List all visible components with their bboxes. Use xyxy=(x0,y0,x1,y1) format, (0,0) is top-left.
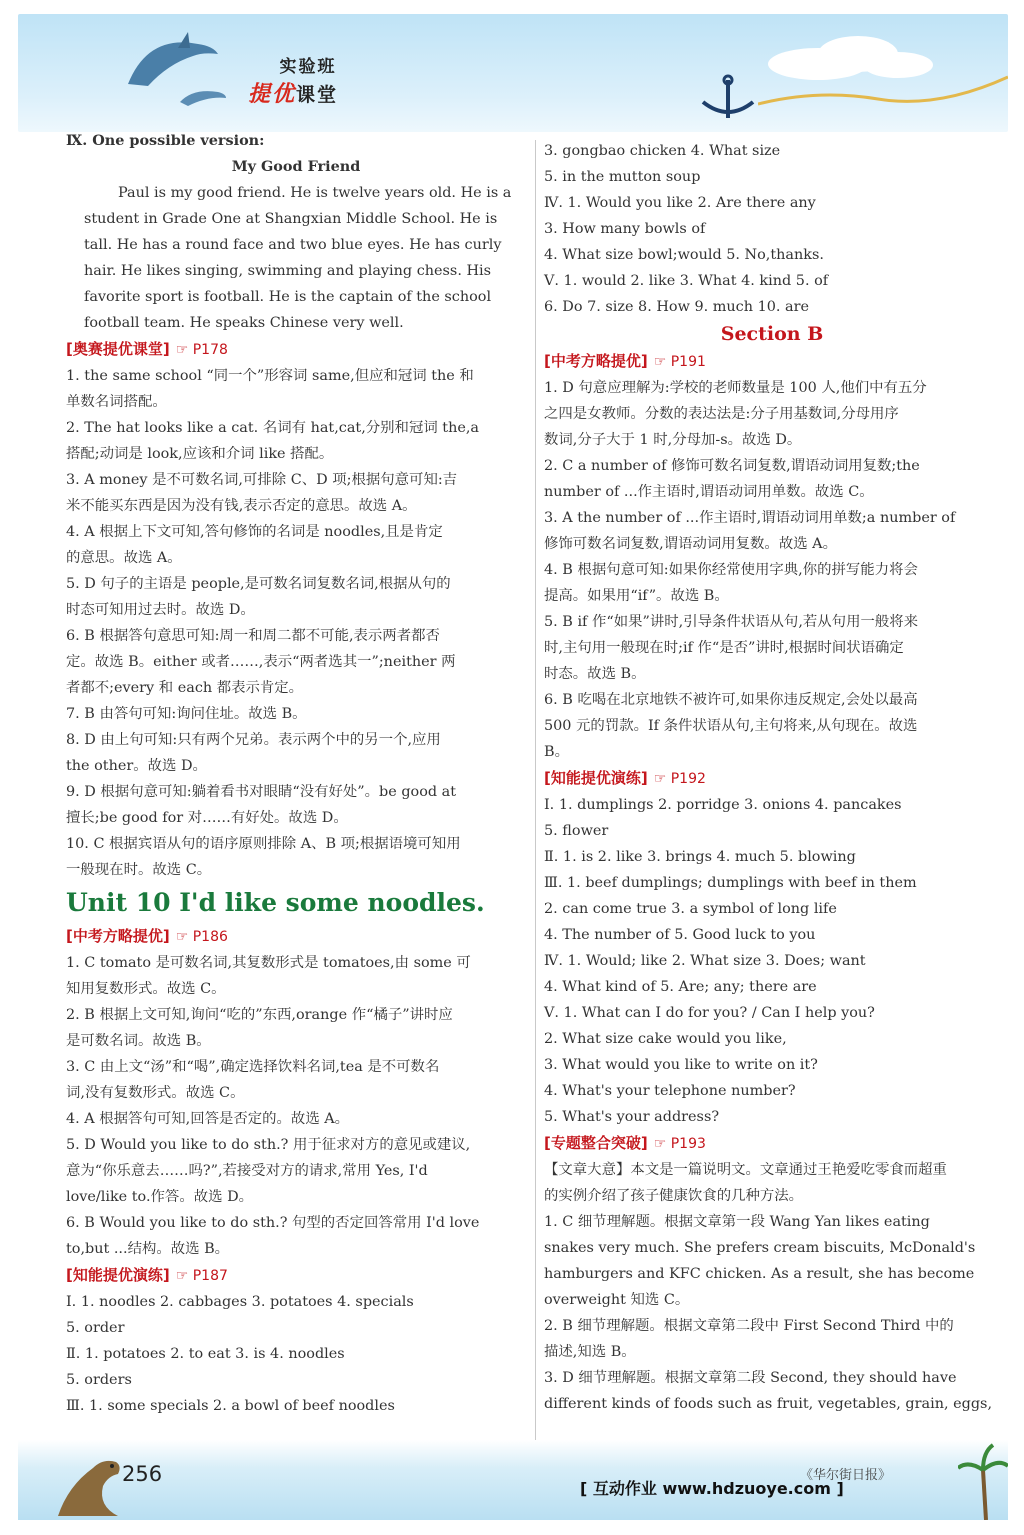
answer-line: 时态可知用过去时。故选 D。 xyxy=(66,602,255,618)
essay-line: favorite sport is football. He is the captain of the school xyxy=(84,289,492,305)
answer-line: 6. Do 7. size 8. How 9. much 10. are xyxy=(544,299,810,315)
essay-line: football team. He speaks Chinese very well. xyxy=(84,315,404,331)
answer-line: 4. A 根据答句可知,回答是否定的。故选 A。 xyxy=(66,1111,350,1127)
answer-line: 1. C tomato 是可数名词,其复数形式是 tomatoes,由 some 可 xyxy=(66,955,471,971)
answer-line: 修饰可数名词复数,谓语动词用复数。故选 A。 xyxy=(544,536,837,552)
answer-line: love/like to.作答。故选 D。 xyxy=(66,1189,254,1205)
answer-line: 2. C a number of 修饰可数名词复数,谓语动词用复数;the xyxy=(544,458,920,474)
answer-line: 者都不;every 和 each 都表示肯定。 xyxy=(66,680,304,696)
answer-line: 5. B if 作“如果”讲时,引导条件状语从句,若从句用一般将来 xyxy=(544,614,919,630)
footer-website: [ 互动作业 www.hdzuoye.com ] xyxy=(580,1479,844,1498)
answer-line: 搭配;动词是 look,应该和介词 like 搭配。 xyxy=(66,446,334,462)
answer-line: 9. D 根据句意可知:躺着看书对眼睛“没有好处”。be good at xyxy=(66,784,457,800)
section-heading xyxy=(66,923,526,950)
answer-line: number of ...作主语时,谓语动词用单数。故选 C。 xyxy=(544,484,874,500)
answer-line: 1. D 句意应理解为:学校的老师数量是 100 人,他们中有五分 xyxy=(544,380,927,396)
page-header-banner xyxy=(18,14,1008,132)
answer-line: to,but ...结构。故选 B。 xyxy=(66,1241,230,1257)
answer-line: 的实例介绍了孩子健康饮食的几种方法。 xyxy=(544,1188,804,1204)
answer-line: 是可数名词。故选 B。 xyxy=(66,1033,211,1049)
answer-line: Ⅴ. 1. would 2. like 3. What 4. kind 5. of xyxy=(544,273,829,289)
answer-line: snakes very much. She prefers cream biscuits, McDonald's xyxy=(544,1240,976,1256)
answer-line: Ⅳ. 1. Would; like 2. What size 3. Does; want xyxy=(544,953,866,969)
answer-line: 5. D 句子的主语是 people,是可数名词复数名词,根据从句的 xyxy=(66,576,451,592)
page-number: 256 xyxy=(122,1462,163,1486)
footer-source: 《华尔街日报》 xyxy=(800,1468,892,1483)
answer-line: 5. order xyxy=(66,1320,125,1336)
answer-line: 时,主句用一般现在时;if 作“是否”讲时,根据时间状语确定 xyxy=(544,640,904,656)
answer-line: 一般现在时。故选 C。 xyxy=(66,862,212,878)
section-heading xyxy=(544,765,1000,792)
essay-line: hair. He likes singing, swimming and playing chess. His xyxy=(84,263,492,279)
answer-line: B。 xyxy=(544,744,569,760)
section-title: [专题整合突破] xyxy=(544,1134,648,1152)
answer-list xyxy=(544,792,1000,1130)
answer-line: 10. C 根据宾语从句的语序原则排除 A、B 项;根据语境可知用 xyxy=(66,836,461,852)
answer-line: 7. B 由答句可知:询问住址。故选 B。 xyxy=(66,706,307,722)
section-heading xyxy=(544,1130,1000,1157)
ix-label: Ⅸ. One possible version: xyxy=(66,132,265,149)
answer-line: 3. gongbao chicken 4. What size xyxy=(544,143,781,159)
essay-line: student in Grade One at Shangxian Middle School. He is xyxy=(84,211,498,227)
section-heading xyxy=(544,348,1000,375)
answer-line: 之四是女教师。分数的表达法是:分子用基数词,分母用序 xyxy=(544,406,899,422)
section-title: [中考方略提优] xyxy=(66,927,170,945)
answer-line: Ⅳ. 1. Would you like 2. Are there any xyxy=(544,195,816,211)
answer-line: Ⅱ. 1. potatoes 2. to eat 3. is 4. noodles xyxy=(66,1346,345,1362)
essay-line: tall. He has a round face and two blue eyes. He has curly xyxy=(84,237,502,253)
rope-decoration xyxy=(758,69,1008,119)
answer-line: 3. D 细节理解题。根据文章第二段 Second, they should have xyxy=(544,1370,957,1386)
answer-line: 2. B 根据上文可知,询问“吃的”东西,orange 作“橘子”讲时应 xyxy=(66,1007,453,1023)
answer-line: different kinds of foods such as fruit, vegetables, grain, eggs, xyxy=(544,1396,993,1412)
essay-line: Paul is my good friend. He is twelve years old. He is a xyxy=(118,185,512,201)
answer-line: Ⅱ. 1. is 2. like 3. brings 4. much 5. blowing xyxy=(544,849,856,865)
answer-list xyxy=(544,375,1000,765)
answer-line: 3. How many bowls of xyxy=(544,221,706,237)
answer-line: Ⅰ. 1. dumplings 2. porridge 3. onions 4. pancakes xyxy=(544,797,902,813)
page-ref: ☞ P191 xyxy=(653,354,706,370)
page-ref: ☞ P178 xyxy=(175,342,228,358)
answer-line: 2. can come true 3. a symbol of long life xyxy=(544,901,837,917)
section-b-title: Section B xyxy=(720,323,824,345)
answer-line: 定。故选 B。either 或者……,表示“两者选其一”;neither 两 xyxy=(66,654,456,670)
section-title: [中考方略提优] xyxy=(544,352,648,370)
answer-line: 2. What size cake would you like, xyxy=(544,1031,787,1047)
brand-logo xyxy=(248,52,338,108)
section-title: [知能提优演练] xyxy=(544,769,648,787)
answer-line: 4. What size bowl;would 5. No,thanks. xyxy=(544,247,824,263)
answer-line: 4. What kind of 5. Are; any; there are xyxy=(544,979,817,995)
answer-line: 3. A money 是不可数名词,可排除 C、D 项;根据句意可知:吉 xyxy=(66,472,458,488)
answer-line: 5. in the mutton soup xyxy=(544,169,701,185)
answer-line: 6. B Would you like to do sth.? 句型的否定回答常用 I'd love xyxy=(66,1215,480,1231)
page-ref: ☞ P186 xyxy=(175,929,228,945)
essay-title: My Good Friend xyxy=(231,158,361,175)
answer-line: 500 元的罚款。If 条件状语从句,主句将来,从句现在。故选 xyxy=(544,718,918,734)
answer-line: 4. B 根据句意可知:如果你经常使用字典,你的拼写能力将会 xyxy=(544,562,918,578)
answer-line: overweight 知选 C。 xyxy=(544,1292,690,1308)
answer-line: 【文章大意】本文是一篇说明文。文章通过王艳爱吃零食而超重 xyxy=(544,1162,947,1178)
small-dolphin-icon xyxy=(178,84,228,109)
answer-line: 3. What would you like to write on it? xyxy=(544,1057,818,1073)
answer-line: 1. C 细节理解题。根据文章第一段 Wang Yan likes eating xyxy=(544,1214,930,1230)
answer-line: 的意思。故选 A。 xyxy=(66,550,182,566)
answer-line: 1. the same school “同一个”形容词 same,但应和冠词 the 和 xyxy=(66,368,474,384)
answer-list xyxy=(66,1289,526,1419)
answer-line: Ⅴ. 1. What can I do for you? / Can I help you? xyxy=(544,1005,875,1021)
brand-line1: 实验班 xyxy=(279,57,337,77)
answer-line: 5. D Would you like to do sth.? 用于征求对方的意见或建议, xyxy=(66,1137,471,1153)
answer-line: 5. flower xyxy=(544,823,609,839)
brand-highlight: 提优 xyxy=(248,82,297,107)
answer-line: 时态。故选 B。 xyxy=(544,666,646,682)
answer-line: 意为“你乐意去……吗?”,若接受对方的请求,常用 Yes, I'd xyxy=(66,1163,428,1179)
answer-line: 单数名词搭配。 xyxy=(66,394,167,410)
answer-list xyxy=(66,363,526,883)
answer-line: 4. What's your telephone number? xyxy=(544,1083,796,1099)
right-column xyxy=(544,138,1000,1417)
brand-line2: 课堂 xyxy=(296,84,339,106)
answer-line: 5. orders xyxy=(66,1372,132,1388)
answer-line: Ⅲ. 1. some specials 2. a bowl of beef noodles xyxy=(66,1398,395,1414)
answer-line: 词,没有复数形式。故选 C。 xyxy=(66,1085,245,1101)
answer-line: 4. The number of 5. Good luck to you xyxy=(544,927,816,943)
answer-list xyxy=(544,1157,1000,1417)
answer-line: 2. B 细节理解题。根据文章第二段中 First Second Third 中的 xyxy=(544,1318,954,1334)
column-divider xyxy=(535,140,536,1440)
answer-line: 5. What's your address? xyxy=(544,1109,720,1125)
section-heading xyxy=(66,336,526,363)
answer-line: 米不能买东西是因为没有钱,表示否定的意思。故选 A。 xyxy=(66,498,417,514)
answer-line: 擅长;be good for 对……有好处。故选 D。 xyxy=(66,810,348,826)
answer-line: 4. A 根据上下文可知,答句修饰的名词是 noodles,且是肯定 xyxy=(66,524,443,540)
essay-body xyxy=(66,180,526,336)
answer-line: 提高。如果用“if”。故选 B。 xyxy=(544,588,729,604)
section-heading xyxy=(66,1262,526,1289)
answer-line: 描述,知选 B。 xyxy=(544,1344,636,1360)
answer-line: hamburgers and KFC chicken. As a result, she has become xyxy=(544,1266,975,1282)
section-title: [奥赛提优课堂] xyxy=(66,340,170,358)
answer-line: 3. A the number of ...作主语时,谓语动词用单数;a number of xyxy=(544,510,956,526)
answer-line: Ⅲ. 1. beef dumplings; dumplings with beef in them xyxy=(544,875,917,891)
answer-line: 2. The hat looks like a cat. 名词有 hat,cat,分别和冠词 the,a xyxy=(66,420,480,436)
section-title: [知能提优演练] xyxy=(66,1266,170,1284)
answer-list xyxy=(66,950,526,1262)
left-column xyxy=(66,128,526,1419)
answer-line: 数词,分子大于 1 时,分母加-s。故选 D。 xyxy=(544,432,802,448)
page-ref: ☞ P193 xyxy=(653,1136,706,1152)
answer-line: 6. B 根据答句意思可知:周一和周二都不可能,表示两者都否 xyxy=(66,628,440,644)
answer-line: 8. D 由上句可知:只有两个兄弟。表示两个中的另一个,应用 xyxy=(66,732,441,748)
answer-list xyxy=(544,138,1000,320)
page-ref: ☞ P187 xyxy=(175,1268,228,1284)
answer-line: 知用复数形式。故选 C。 xyxy=(66,981,226,997)
unit-title: Unit 10 I'd like some noodles. xyxy=(66,888,485,917)
answer-line: the other。故选 D。 xyxy=(66,758,207,774)
palm-tree-icon xyxy=(958,1440,1008,1520)
answer-line: 3. C 由上文“汤”和“喝”,确定选择饮料名词,tea 是不可数名 xyxy=(66,1059,440,1075)
page-ref: ☞ P192 xyxy=(653,771,706,787)
answer-line: 6. B 吃喝在北京地铁不被许可,如果你违反规定,会处以最高 xyxy=(544,692,918,708)
answer-line: Ⅰ. 1. noodles 2. cabbages 3. potatoes 4. specials xyxy=(66,1294,414,1310)
